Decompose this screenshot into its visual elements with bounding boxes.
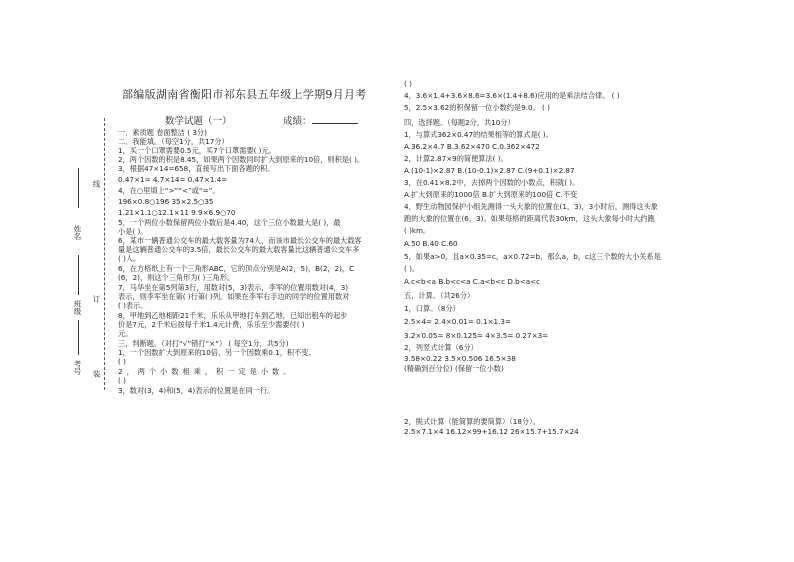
l-q8-c: 元。	[118, 329, 133, 338]
r-section-4: 四，选择题。（每题2分，共10分）	[404, 118, 515, 127]
kaohao-label: 考号	[73, 360, 82, 375]
l-q4-row1: 196×0.8○196 35×2.5○35	[118, 197, 214, 206]
l-q1: 1，买一个口罩需要0.5元，买7个口罩需要( )元。	[118, 146, 276, 155]
l-q6-b: 量是这辆普通公交车的3.5倍，最长公交车的最大载客量比这辆普通公交车多	[118, 245, 360, 254]
binding-line	[104, 118, 105, 390]
l-q5: 5，一个两位小数保留两位小数后是4.40，这个三位小数最大是( )，最	[118, 218, 341, 227]
score-blank	[312, 115, 358, 124]
l-q2: 2，两个因数的积是8.45，如果两个因数同时扩大到原来的10倍，则积是( )。	[118, 155, 365, 164]
page-title: 部编版湖南省衡阳市祁东县五年级上学期9月月考	[122, 88, 367, 101]
r-j-b: ( )	[404, 79, 412, 88]
r-k1-row2: 3.2×0.05= 8×0.125= 4×3.5= 0.27×3=	[404, 331, 549, 340]
r-section-5: 五，计算。（共26分）	[404, 291, 475, 300]
r-c1-opts: A.36.2×4.7 B.3.62×470 C.0.362×472	[404, 142, 540, 151]
r-c4-opts: A.50 B.40 C.60	[404, 239, 458, 248]
l-j3: 3，数对(3，4)和(5，4)表示的位置是在同一行。	[118, 386, 275, 395]
l-section-3: 三，判断题。（对打“√”错打“×”） ( 每空1分，共5分)	[118, 339, 289, 348]
r-c3: 3，在0.41×8.2中，去掉两个因数的小数点，积就( )。	[404, 178, 580, 187]
l-q5-b: 小是( )。	[118, 227, 148, 236]
l-j1-b: ( )	[118, 357, 126, 366]
r-k3: 2，脱式计算（能简算的要简算）（18分）。	[404, 417, 540, 426]
r-c4-c: ( )km。	[404, 226, 431, 235]
l-section-1: 一．素质题 卷面整洁 ( 3分)	[118, 128, 207, 137]
binding-zhuang: 装	[92, 370, 101, 378]
l-q7: 7，马华坐在第5列第3行，用数对(5，3)表示，李军的位置用数对(4，3)	[118, 283, 349, 292]
l-q3-items: 0.47×1= 4.7×14= 0.47×1.4=	[118, 175, 228, 184]
l-q6: 6，某市一辆普通公交车的最大载客量为74人，而该市最长公交车的最大载客	[118, 236, 362, 245]
class-label: 班级	[73, 300, 82, 315]
r-k3-row: 2.5×7.1×4 16.12×99+16.12 26×15.7+15.7×24	[404, 427, 579, 436]
class-blank	[78, 255, 79, 295]
r-k1-row1: 2.5×4= 2.4×0.01= 0.1×1.3=	[404, 317, 512, 326]
l-q7-b: 表示，则李军坐在第( )行第( )列。如果在李军右手边的同学的位置用数对	[118, 292, 350, 301]
r-k1: 1，口算。（8分）	[404, 304, 460, 313]
l-j2: 2，两个小数相乘，积一定是小数。	[118, 367, 295, 376]
kaohao-blank	[78, 320, 79, 355]
r-c3-opts: A.扩大到原来的1000倍 B.扩大到原来的100倍 C.不变	[404, 190, 578, 199]
name-label: 姓名	[73, 225, 82, 240]
r-c2: 2，计算2.87×9的简便算法( )。	[404, 154, 508, 163]
l-j2-b: ( )	[118, 376, 126, 385]
r-c5-b: ( )。	[404, 264, 420, 273]
r-c5-opts: A.c<b<a B.b<c<a C.a<b<c D.b<a<c	[404, 277, 541, 286]
l-q4-row2: 1.21×1.1○12.1×11 9.9×6.9○70	[118, 208, 236, 217]
r-c1: 1，与算式362×0.47的结果相等的算式是( )。	[404, 130, 553, 139]
l-q6-c: ( )人。	[118, 254, 141, 263]
l-q8: 8，甲地到乙地相距21千米，乐乐从甲地打车到乙地，已知出租车的起步	[118, 311, 348, 320]
r-c4-b: 跑的大象的位置在(6，3)。如果每格的距离代表30km，这头大象每小时大约跑	[404, 214, 655, 223]
left-column	[118, 128, 364, 395]
name-blank	[78, 168, 79, 208]
right-column	[404, 79, 661, 436]
r-c4: 4，野生动物园保护小组先测得一头大象的位置在(1，3)，3小时后，测得这头象	[404, 202, 658, 211]
l-q4: 4，在○里填上“>”“<”或“=”。	[118, 186, 220, 195]
l-q6b: 6，在方格纸上有一个三角形ABC，它的顶点分别是A(2，5)，B(2，2)，C	[118, 264, 355, 273]
r-k2: 2，列竖式计算（6分）	[404, 343, 478, 352]
r-k2-notes: (精确到百分位) (保留一位小数)	[404, 364, 504, 373]
r-j4: 4，3.6×1.4+3.6×8.6=3.6×(1.4+8.6)应用的是乘法结合律。 ( )	[404, 91, 620, 100]
score-label-text: 成绩：	[283, 116, 312, 127]
l-q3: 3，根据47×14=658，直接写出下面各题的积。	[118, 164, 275, 173]
r-c2-opts: A.(10-1)×2.87 B.(10-0.1)×2.87 C.(9+0.1)×2.87	[404, 166, 575, 175]
l-q7-c: ( )表示。	[118, 301, 148, 310]
l-j1: 1，一个因数扩大到原来的10倍，另一个因数乘0.1，积不变。	[118, 348, 316, 357]
score-label	[283, 113, 358, 127]
l-q6b-b: (6，2)，则这个三角形为( )三角形。	[118, 273, 235, 282]
l-q8-b: 价是7元，2千米后按每千米1.4元计费，乐乐至少需要付( )	[118, 320, 305, 329]
r-j5: 5，2.5×3.62的积保留一位小数约是9.0。 ( )	[404, 103, 550, 112]
r-k2-row: 3.58×0.22 3.5×0.506 16.5×38	[404, 354, 516, 363]
l-section-2: 二．我能填。（每空1分，共17分）	[118, 137, 229, 146]
binding-ding: 订	[92, 295, 101, 303]
subtitle: 数学试题（一）	[165, 116, 232, 127]
r-c5: 5，如果a>0，且a×0.35=c，a×0.72=b，那么a，b，c这三个数的大小关系是	[404, 252, 661, 261]
binding-xian: 线	[92, 180, 101, 188]
